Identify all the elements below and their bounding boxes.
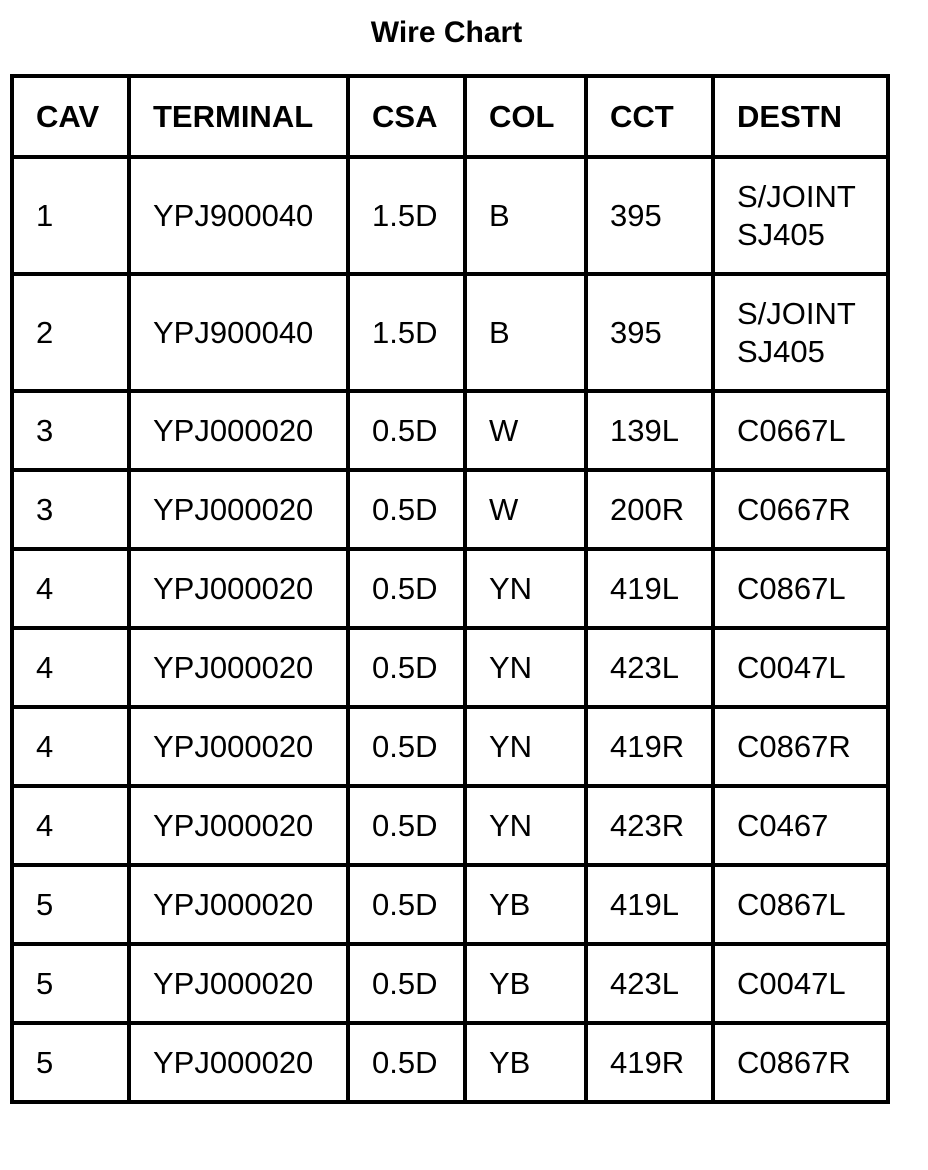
cell-terminal: YPJ000020 xyxy=(129,1023,348,1102)
cell-col: YB xyxy=(465,1023,586,1102)
cell-terminal: YPJ000020 xyxy=(129,707,348,786)
cell-destn: C0047L xyxy=(713,628,888,707)
table-row xyxy=(12,628,888,707)
table-row xyxy=(12,549,888,628)
cell-cav: 4 xyxy=(12,549,129,628)
cell-destn: C0047L xyxy=(713,944,888,1023)
table-row xyxy=(12,470,888,549)
cell-terminal: YPJ900040 xyxy=(129,157,348,274)
cell-csa: 1.5D xyxy=(348,274,465,391)
page-title: Wire Chart xyxy=(370,16,523,49)
cell-terminal: YPJ000020 xyxy=(129,786,348,865)
cell-csa: 0.5D xyxy=(348,1023,465,1102)
header-row xyxy=(12,76,888,157)
cell-csa: 0.5D xyxy=(348,786,465,865)
cell-terminal: YPJ000020 xyxy=(129,470,348,549)
table-row xyxy=(12,1023,888,1102)
cell-terminal: YPJ000020 xyxy=(129,865,348,944)
cell-cct: 419R xyxy=(586,1023,713,1102)
header-terminal: TERMINAL xyxy=(129,76,348,157)
cell-col: YB xyxy=(465,944,586,1023)
cell-cct: 395 xyxy=(586,274,713,391)
cell-csa: 0.5D xyxy=(348,707,465,786)
cell-col: YB xyxy=(465,865,586,944)
table-row xyxy=(12,707,888,786)
cell-csa: 1.5D xyxy=(348,157,465,274)
table-row xyxy=(12,865,888,944)
table-row xyxy=(12,274,888,391)
cell-csa: 0.5D xyxy=(348,628,465,707)
wire-chart-table xyxy=(10,74,890,1104)
cell-cct: 423L xyxy=(586,944,713,1023)
cell-cct: 419L xyxy=(586,865,713,944)
cell-csa: 0.5D xyxy=(348,865,465,944)
cell-cct: 423L xyxy=(586,628,713,707)
cell-cav: 4 xyxy=(12,628,129,707)
cell-cav: 4 xyxy=(12,707,129,786)
cell-cav: 5 xyxy=(12,1023,129,1102)
cell-destn: C0867R xyxy=(713,707,888,786)
cell-cct: 139L xyxy=(586,391,713,470)
cell-col: YN xyxy=(465,707,586,786)
cell-destn: C0667L xyxy=(713,391,888,470)
cell-col: W xyxy=(465,470,586,549)
cell-destn: S/JOINT SJ405 xyxy=(713,274,888,391)
cell-cct: 419L xyxy=(586,549,713,628)
cell-csa: 0.5D xyxy=(348,549,465,628)
cell-cav: 2 xyxy=(12,274,129,391)
table-row xyxy=(12,944,888,1023)
cell-csa: 0.5D xyxy=(348,470,465,549)
cell-col: B xyxy=(465,157,586,274)
cell-cct: 395 xyxy=(586,157,713,274)
cell-csa: 0.5D xyxy=(348,944,465,1023)
cell-col: YN xyxy=(465,549,586,628)
header-cct: CCT xyxy=(586,76,713,157)
cell-cav: 5 xyxy=(12,944,129,1023)
cell-col: YN xyxy=(465,786,586,865)
table-row xyxy=(12,391,888,470)
cell-destn: C0467 xyxy=(713,786,888,865)
cell-cav: 5 xyxy=(12,865,129,944)
table-row xyxy=(12,157,888,274)
header-cav: CAV xyxy=(12,76,129,157)
cell-cct: 200R xyxy=(586,470,713,549)
cell-cct: 423R xyxy=(586,786,713,865)
cell-col: B xyxy=(465,274,586,391)
cell-destn: C0867L xyxy=(713,865,888,944)
header-destn: DESTN xyxy=(713,76,888,157)
cell-terminal: YPJ000020 xyxy=(129,391,348,470)
cell-destn: C0667R xyxy=(713,470,888,549)
cell-col: W xyxy=(465,391,586,470)
cell-cav: 1 xyxy=(12,157,129,274)
cell-terminal: YPJ000020 xyxy=(129,628,348,707)
cell-terminal: YPJ000020 xyxy=(129,944,348,1023)
cell-cav: 3 xyxy=(12,470,129,549)
cell-destn: C0867L xyxy=(713,549,888,628)
cell-destn: C0867R xyxy=(713,1023,888,1102)
cell-cav: 3 xyxy=(12,391,129,470)
cell-terminal: YPJ900040 xyxy=(129,274,348,391)
cell-cct: 419R xyxy=(586,707,713,786)
cell-cav: 4 xyxy=(12,786,129,865)
cell-csa: 0.5D xyxy=(348,391,465,470)
cell-terminal: YPJ000020 xyxy=(129,549,348,628)
header-col: COL xyxy=(465,76,586,157)
table-row xyxy=(12,786,888,865)
cell-col: YN xyxy=(465,628,586,707)
cell-destn: S/JOINT SJ405 xyxy=(713,157,888,274)
header-csa: CSA xyxy=(348,76,465,157)
